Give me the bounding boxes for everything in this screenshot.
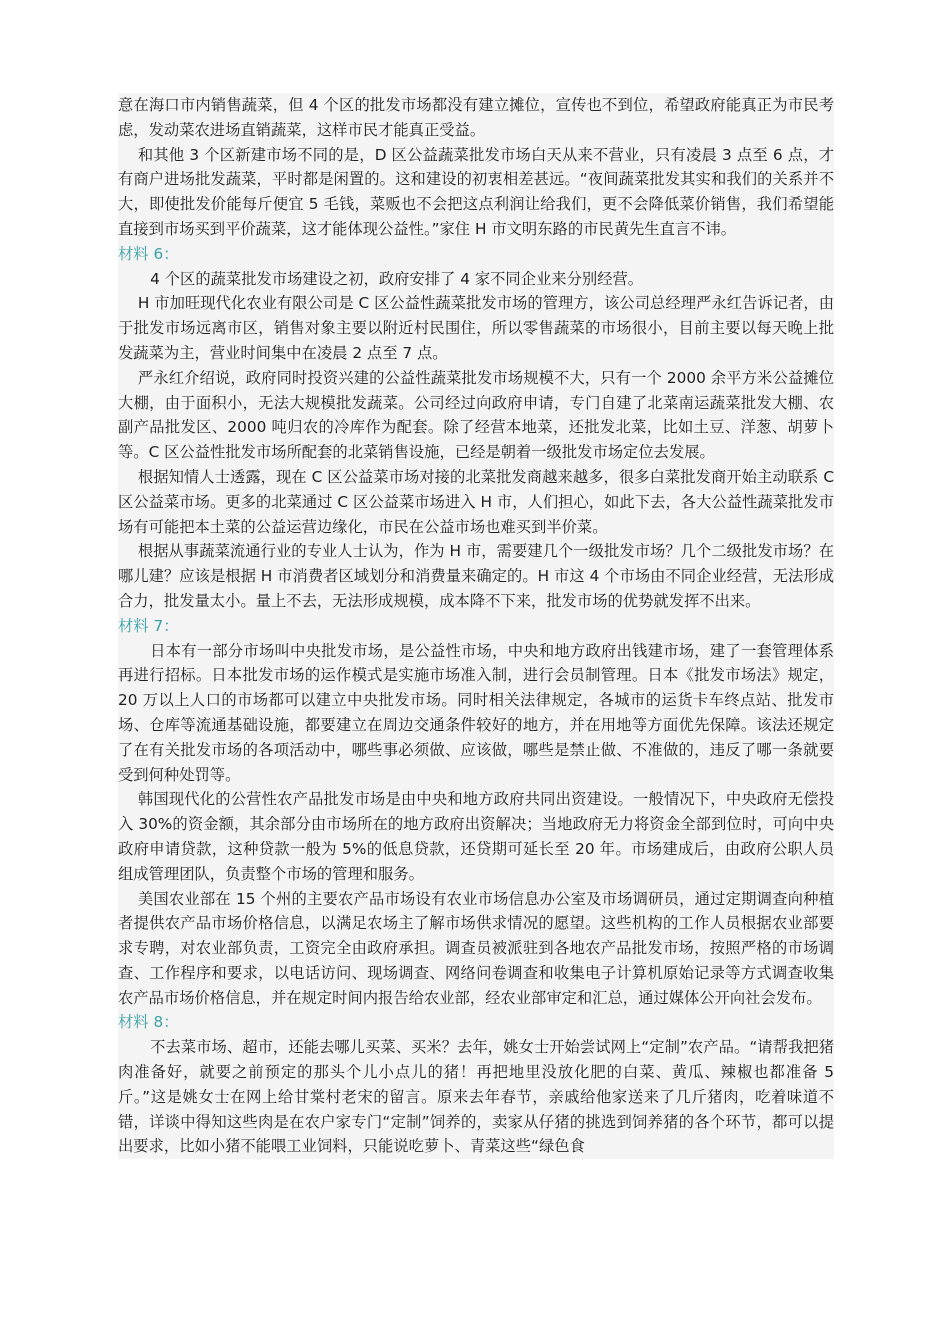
document-body [118,93,834,1159]
section-heading: 材料 8： [118,1010,834,1035]
paragraph: H 市加旺现代化农业有限公司是 C 区公益性蔬菜批发市场的管理方，该公司总经理严永红告诉记者，由于批发市场远离市区，销售对象主要以附近村民围住，所以零售蔬菜的市场很小，目前主要以每天晚上批发蔬菜为主，营业时间集中在凌晨 2 点至 7 点。 [118,291,834,365]
paragraph: 4 个区的蔬菜批发市场建设之初，政府安排了 4 家不同企业来分别经营。 [118,267,834,292]
paragraph: 美国农业部在 15 个州的主要农产品市场设有农业市场信息办公室及市场调研员，通过定期调查向种植者提供农产品市场价格信息，以满足农场主了解市场供求情况的愿望。这些机构的工作人员根据农业部要求专聘，对农业部负责，工资完全由政府承担。调查员被派驻到各地农产品批发市场，按照严格的市场调查、工作程序和要求，以电话访问、现场调查、网络问卷调查和收集电子计算机原始记录等方式调查收集农产品市场价格信息，并在规定时间内报告给农业部，经农业部审定和汇总，通过媒体公开向社会发布。 [118,887,834,1011]
section-heading: 材料 7： [118,614,834,639]
paragraph: 和其他 3 个区新建市场不同的是，D 区公益蔬菜批发市场白天从来不营业，只有凌晨 3 点至 6 点，才有商户进场批发蔬菜，平时都是闲置的。这和建设的初衷相差甚远。“夜间蔬菜批发其实和我们的关系并不大，即使批发价能每斤便宜 5 毛钱，菜贩也不会把这点利润让给我们，更不会降低菜价销售，我们希望能直接到市场买到平价蔬菜，这才能体现公益性。”家住 H 市文明东路的市民黄先生直言不讳。 [118,143,834,242]
paragraph: 不去菜市场、超市，还能去哪儿买菜、买米？去年，姚女士开始尝试网上“定制”农产品。“请帮我把猪肉准备好，就要之前预定的那头个儿小点儿的猪！再把地里没放化肥的白菜、黄瓜、辣椒也都准备 5 斤。”这是姚女士在网上给甘棠村老宋的留言。原来去年春节，亲戚给他家送来了几斤猪肉，吃着味道不错，详谈中得知这些肉是在农户家专门“定制”饲养的，卖家从仔猪的挑选到饲养猪的各个环节，都可以提出要求，比如小猪不能喂工业饲料，只能说吃萝卜、青菜这些“绿色食 [118,1035,834,1159]
paragraph: 根据从事蔬菜流通行业的专业人士认为，作为 H 市，需要建几个一级批发市场？几个二级批发市场？在哪儿建？应该是根据 H 市消费者区域划分和消费量来确定的。H 市这 4 个市场由不同企业经营，无法形成合力，批发量太小。量上不去，无法形成规模，成本降不下来，批发市场的优势就发挥不出来。 [118,539,834,613]
paragraph: 韩国现代化的公营性农产品批发市场是由中央和地方政府共同出资建设。一般情况下，中央政府无偿投入 30%的资金额，其余部分由市场所在的地方政府出资解决；当地政府无力将资金全部到位时，可向中央政府申请贷款，这种贷款一般为 5%的低息贷款，还贷期可延长至 20 年。市场建成后，由政府公职人员组成管理团队，负责整个市场的管理和服务。 [118,787,834,886]
section-heading: 材料 6： [118,242,834,267]
paragraph: 意在海口市内销售蔬菜，但 4 个区的批发市场都没有建立摊位，宣传也不到位，希望政府能真正为市民考虑，发动菜农进场直销蔬菜，这样市民才能真正受益。 [118,93,834,143]
paragraph: 严永红介绍说，政府同时投资兴建的公益性蔬菜批发市场规模不大，只有一个 2000 余平方米公益摊位大棚，由于面积小，无法大规模批发蔬菜。公司经过向政府申请，专门自建了北菜南运蔬菜批发大棚、农副产品批发区、2000 吨归农的冷库作为配套。除了经营本地菜，还批发北菜，比如土豆、洋葱、胡萝卜等。C 区公益性批发市场所配套的北菜销售设施，已经是朝着一级批发市场定位去发展。 [118,366,834,465]
paragraph: 根据知情人士透露，现在 C 区公益菜市场对接的北菜批发商越来越多，很多白菜批发商开始主动联系 C 区公益菜市场。更多的北菜通过 C 区公益菜市场进入 H 市，人们担心，如此下去，各大公益性蔬菜批发市场有可能把本土菜的公益运营边缘化，市民在公益市场也难买到半价菜。 [118,465,834,539]
paragraph: 日本有一部分市场叫中央批发市场，是公益性市场，中央和地方政府出钱建市场，建了一套管理体系再进行招标。日本批发市场的运作模式是实施市场准入制，进行会员制管理。日本《批发市场法》规定，20 万以上人口的市场都可以建立中央批发市场。同时相关法律规定，各城市的运货卡车终点站、批发市场、仓库等流通基础设施，都要建立在周边交通条件较好的地方，并在用地等方面优先保障。该法还规定了在有关批发市场的各项活动中，哪些事必须做、应该做，哪些是禁止做、不准做的，违反了哪一条就要受到何种处罚等。 [118,639,834,788]
